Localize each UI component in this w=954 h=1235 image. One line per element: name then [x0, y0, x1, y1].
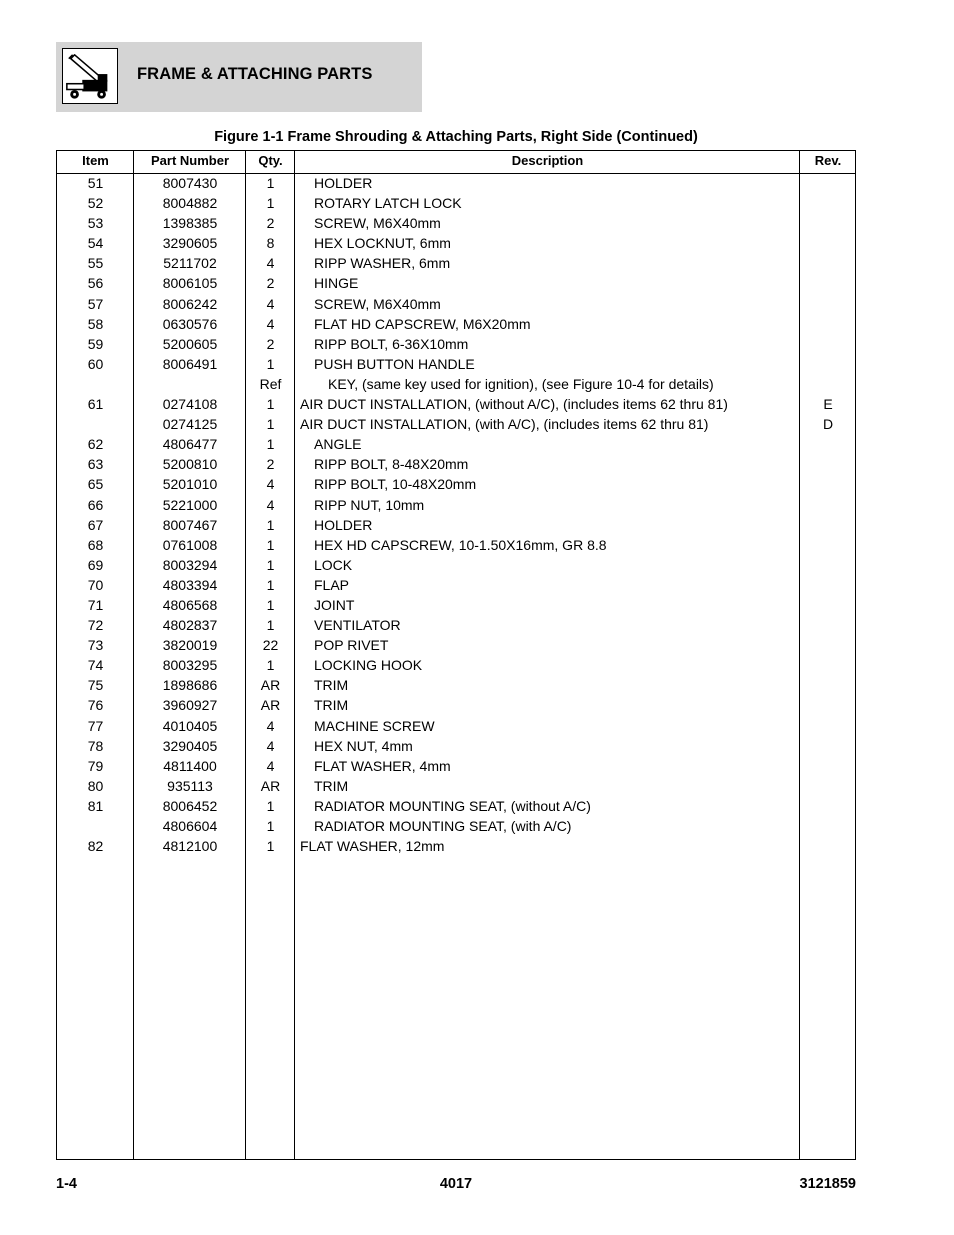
part-number-cell: 8003294: [162, 556, 218, 573]
table-header: [57, 151, 855, 174]
description-cell: HEX HD CAPSCREW, 10-1.50X16mm, GR 8.8: [314, 536, 607, 553]
part-number-cell: 8006242: [162, 295, 218, 312]
model-number: 4017: [439, 1176, 473, 1192]
qty-cell: 2: [266, 275, 275, 292]
item-cell: 73: [87, 637, 104, 654]
table-row: [57, 334, 855, 354]
table-row: [57, 253, 855, 273]
qty-cell: 4: [266, 496, 275, 513]
qty-cell: 1: [266, 396, 275, 413]
qty-cell: 2: [266, 456, 275, 473]
table-row: [57, 736, 855, 756]
parts-table: [56, 150, 856, 1160]
part-number-cell: 0630576: [162, 315, 218, 332]
qty-cell: 2: [266, 215, 275, 232]
item-cell: 82: [87, 838, 104, 855]
qty-cell: 1: [266, 355, 275, 372]
qty-cell: 4: [266, 737, 275, 754]
item-cell: 56: [87, 275, 104, 292]
item-cell: 79: [87, 757, 104, 774]
description-cell: FLAP: [314, 576, 350, 593]
table-row: [57, 555, 855, 575]
qty-cell: Ref: [259, 375, 282, 392]
table-row: [57, 535, 855, 555]
description-cell: MACHINE SCREW: [314, 717, 435, 734]
item-cell: 54: [87, 235, 104, 252]
qty-cell: 4: [266, 255, 275, 272]
qty-cell: 1: [266, 818, 275, 834]
item-cell: 61: [87, 396, 104, 413]
qty-cell: 1: [266, 516, 275, 533]
description-cell: RIPP BOLT, 8-48X20mm: [314, 456, 469, 473]
table-row: [57, 695, 855, 715]
table-row: [57, 354, 855, 374]
description-cell: ROTARY LATCH LOCK: [314, 195, 462, 212]
part-number-cell: 8007467: [162, 516, 218, 533]
table-row: [57, 796, 855, 816]
qty-cell: 1: [266, 657, 275, 674]
table-row: [57, 314, 855, 334]
part-number-cell: 5200605: [162, 335, 218, 352]
item-cell: 74: [87, 657, 104, 674]
item-cell: 59: [87, 335, 104, 352]
description-cell: RIPP WASHER, 6mm: [314, 255, 451, 272]
item-cell: 76: [87, 697, 104, 714]
description-cell: RIPP BOLT, 6-36X10mm: [314, 335, 469, 352]
qty-cell: 1: [266, 576, 275, 593]
qty-cell: 4: [266, 717, 275, 734]
part-number-cell: 4803394: [162, 576, 218, 593]
table-row: [57, 495, 855, 515]
table-row: [57, 816, 855, 836]
description-cell: FLAT WASHER, 12mm: [300, 838, 445, 855]
part-number-cell: 4812100: [162, 838, 218, 855]
table-row: [57, 655, 855, 675]
qty-cell: AR: [260, 777, 281, 794]
description-cell: FLAT HD CAPSCREW, M6X20mm: [314, 315, 531, 332]
description-cell: LOCK: [314, 556, 353, 573]
item-cell: 77: [87, 717, 104, 734]
document-number: 3121859: [799, 1176, 856, 1192]
item-cell: 69: [87, 556, 104, 573]
description-cell: HEX LOCKNUT, 6mm: [314, 235, 451, 252]
part-number-cell: 935113: [167, 777, 213, 794]
item-cell: 66: [87, 496, 104, 513]
description-cell: TRIM: [314, 697, 349, 714]
qty-cell: 2: [266, 335, 275, 352]
header-part-number: Part Number: [150, 153, 230, 168]
item-cell: 81: [87, 797, 104, 814]
description-cell: KEY, (same key used for ignition), (see Figure 10-4 for details): [328, 375, 714, 392]
description-cell: HEX NUT, 4mm: [314, 737, 413, 754]
part-number-cell: 4811400: [163, 757, 217, 774]
item-cell: 75: [87, 677, 104, 694]
table-row: [57, 454, 855, 474]
header-description: Description: [511, 153, 584, 168]
qty-cell: 4: [266, 315, 275, 332]
description-cell: RIPP BOLT, 10-48X20mm: [314, 476, 477, 493]
table-row: [57, 213, 855, 233]
item-cell: 51: [87, 175, 104, 191]
part-number-cell: 4806604: [162, 818, 218, 834]
qty-cell: 1: [266, 556, 275, 573]
part-number-cell: 5221000: [162, 496, 218, 513]
part-number-cell: 8006105: [162, 275, 218, 292]
item-cell: 53: [87, 215, 104, 232]
description-cell: FLAT WASHER, 4mm: [314, 757, 451, 774]
item-cell: 70: [87, 576, 104, 593]
description-cell: RADIATOR MOUNTING SEAT, (with A/C): [314, 818, 572, 834]
table-body: [57, 173, 855, 856]
table-row: [57, 434, 855, 454]
part-number-cell: 3960927: [162, 697, 218, 714]
qty-cell: 1: [266, 838, 275, 855]
table-row: [57, 635, 855, 655]
part-number-cell: 5201010: [162, 476, 218, 493]
table-row: [57, 515, 855, 535]
description-cell: LOCKING HOOK: [314, 657, 423, 674]
description-cell: RIPP NUT, 10mm: [314, 496, 425, 513]
part-number-cell: 8006491: [162, 355, 218, 372]
qty-cell: 22: [262, 637, 279, 654]
figure-title: Figure 1-1 Frame Shrouding & Attaching Parts, Right Side (Continued): [214, 129, 698, 145]
part-number-cell: 0274108: [162, 396, 218, 413]
table-row: [57, 233, 855, 253]
part-number-cell: 3290405: [162, 737, 218, 754]
qty-cell: AR: [260, 697, 281, 714]
part-number-cell: 0274125: [162, 416, 218, 433]
description-cell: AIR DUCT INSTALLATION, (with A/C), (includes items 62 thru 81): [300, 416, 709, 433]
header-item: Item: [82, 153, 109, 168]
item-cell: 67: [87, 516, 104, 533]
page-number: 1-4: [56, 1176, 77, 1192]
qty-cell: AR: [260, 677, 281, 694]
table-row: [57, 374, 855, 394]
table-row: [57, 776, 855, 796]
item-cell: 52: [87, 195, 104, 212]
qty-cell: 1: [266, 416, 275, 433]
description-cell: JOINT: [314, 596, 355, 613]
table-row: [57, 575, 855, 595]
description-cell: HINGE: [314, 275, 359, 292]
qty-cell: 4: [266, 476, 275, 493]
description-cell: HOLDER: [314, 516, 373, 533]
item-cell: 78: [87, 737, 104, 754]
part-number-cell: 4802837: [162, 617, 218, 634]
section-title: FRAME & ATTACHING PARTS: [137, 65, 373, 83]
part-number-cell: 5211702: [163, 255, 217, 272]
description-cell: TRIM: [314, 777, 349, 794]
description-cell: ANGLE: [314, 436, 362, 453]
description-cell: SCREW, M6X40mm: [314, 295, 441, 312]
part-number-cell: 3290605: [162, 235, 218, 252]
item-cell: 65: [87, 476, 104, 493]
table-row: [57, 294, 855, 314]
description-cell: HOLDER: [314, 175, 373, 191]
description-cell: RADIATOR MOUNTING SEAT, (without A/C): [314, 797, 591, 814]
table-row: [57, 675, 855, 695]
description-cell: TRIM: [314, 677, 349, 694]
table-row: [57, 173, 855, 193]
table-row: [57, 716, 855, 736]
part-number-cell: 3820019: [162, 637, 218, 654]
qty-cell: 1: [266, 797, 275, 814]
description-cell: POP RIVET: [314, 637, 389, 654]
part-number-cell: 1398385: [162, 215, 218, 232]
part-number-cell: 8006452: [162, 797, 218, 814]
part-number-cell: 4806568: [162, 596, 218, 613]
rev-cell: E: [823, 396, 833, 413]
description-cell: VENTILATOR: [314, 617, 401, 634]
part-number-cell: 5200810: [162, 456, 218, 473]
table-row: [57, 615, 855, 635]
item-cell: 63: [87, 456, 104, 473]
qty-cell: 1: [266, 436, 275, 453]
table-row: [57, 414, 855, 434]
table-row: [57, 595, 855, 615]
part-number-cell: 0761008: [162, 536, 218, 553]
part-number-cell: 1898686: [162, 677, 218, 694]
item-cell: 60: [87, 355, 104, 372]
rev-cell: D: [822, 416, 834, 433]
item-cell: 72: [87, 617, 104, 634]
header-rev: Rev.: [814, 153, 842, 168]
item-cell: 55: [87, 255, 104, 272]
item-cell: 62: [87, 436, 104, 453]
description-cell: PUSH BUTTON HANDLE: [314, 355, 475, 372]
qty-cell: 1: [266, 536, 275, 553]
qty-cell: 1: [266, 175, 275, 191]
item-cell: 57: [87, 295, 104, 312]
qty-cell: 4: [266, 295, 275, 312]
part-number-cell: 8007430: [162, 175, 218, 191]
table-row: [57, 836, 855, 856]
description-cell: SCREW, M6X40mm: [314, 215, 441, 232]
item-cell: 80: [87, 777, 104, 794]
item-cell: 58: [87, 315, 104, 332]
table-row: [57, 474, 855, 494]
item-cell: 68: [87, 536, 104, 553]
part-number-cell: 8004882: [162, 195, 218, 212]
table-row: [57, 273, 855, 293]
qty-cell: 8: [266, 235, 275, 252]
item-cell: 71: [87, 596, 104, 613]
qty-cell: 1: [266, 596, 275, 613]
table-row: [57, 756, 855, 776]
description-cell: AIR DUCT INSTALLATION, (without A/C), (includes items 62 thru 81): [300, 396, 728, 413]
table-row: [57, 394, 855, 414]
part-number-cell: 4010405: [162, 717, 218, 734]
qty-cell: 1: [266, 195, 275, 212]
part-number-cell: 4806477: [162, 436, 218, 453]
table-row: [57, 193, 855, 213]
lift-machine-icon: [62, 48, 118, 104]
qty-cell: 1: [266, 617, 275, 634]
qty-cell: 4: [266, 757, 275, 774]
part-number-cell: 8003295: [162, 657, 218, 674]
header-qty: Qty.: [258, 153, 283, 168]
